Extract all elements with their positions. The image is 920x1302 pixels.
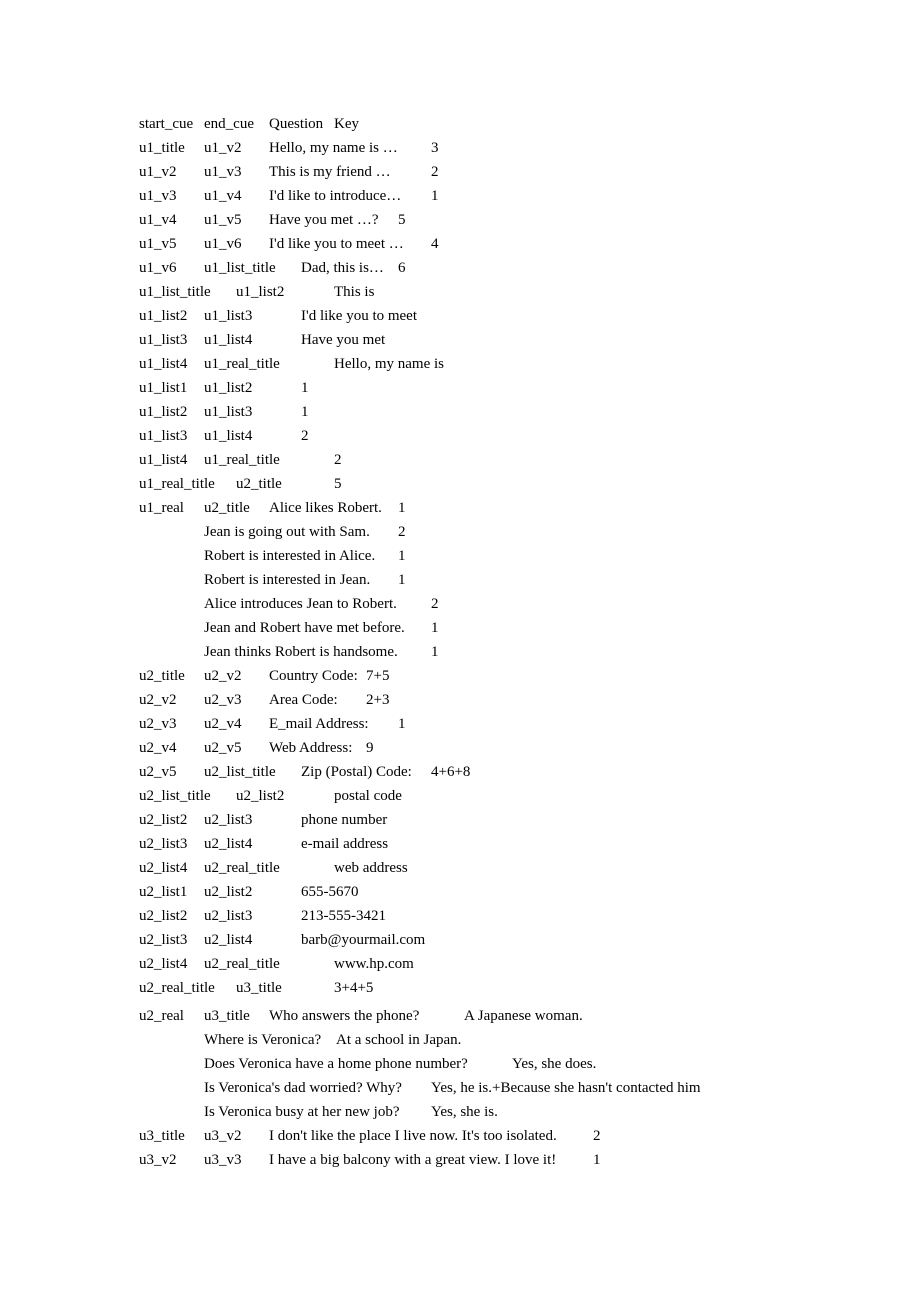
row-start-cue: u2_list4: [139, 860, 188, 876]
row-end-cue: u1_list4: [204, 428, 253, 444]
row-key: 2: [593, 1128, 601, 1144]
row-question: Dad, this is…: [301, 260, 384, 276]
row-end-cue: u2_list2: [204, 884, 253, 900]
row-key: 2: [431, 164, 439, 180]
row-question: I'd like you to meet: [301, 308, 418, 324]
row-question: Have you met: [301, 332, 386, 348]
row-statement: Robert is interested in Jean.: [204, 572, 371, 588]
row-start-cue: u2_list_title: [139, 788, 211, 804]
row-end-cue: u1_list3: [204, 404, 253, 420]
table-row: [0, 136, 439, 160]
row-key: 2: [334, 452, 342, 468]
row-end-cue: u2_real_title: [204, 860, 280, 876]
row-end-cue: u2_list4: [204, 836, 253, 852]
table-row: [0, 1148, 601, 1172]
row-start-cue: u2_list4: [139, 956, 188, 972]
row-question: Have you met …?: [269, 212, 379, 228]
table-row: [0, 736, 374, 760]
table-row: [0, 688, 390, 712]
row-question: e-mail address: [301, 836, 389, 852]
row-key: web address: [334, 860, 408, 876]
row-start-cue: u2_v2: [139, 692, 177, 708]
header-start-cue: start_cue: [139, 116, 194, 132]
row-question: I'd like to introduce…: [269, 188, 402, 204]
table-row: [0, 976, 374, 1000]
row-end-cue: u1_v3: [204, 164, 242, 180]
table-row: [0, 1124, 601, 1148]
row-question: Who answers the phone?: [269, 1008, 420, 1024]
row-end-cue: u1_list_title: [204, 260, 276, 276]
row-question: This is my friend …: [269, 164, 391, 180]
table-row: [0, 784, 402, 808]
row-answer: 2: [398, 524, 406, 540]
row-question: I don't like the place I live now. It's too isolated.: [269, 1128, 557, 1144]
table-row: [0, 352, 444, 376]
row-answer: Yes, he is.+Because she hasn't contacted him: [431, 1080, 701, 1096]
row-end-cue: u2_title: [236, 476, 282, 492]
table-row: [0, 616, 439, 640]
row-end-cue: u2_v2: [204, 668, 242, 684]
header-end-cue: end_cue: [204, 116, 254, 132]
table-row: [0, 952, 414, 976]
row-question: 1: [301, 380, 309, 396]
row-answer: At a school in Japan.: [336, 1032, 462, 1048]
row-end-cue: u1_list4: [204, 332, 253, 348]
table-row: [0, 232, 439, 256]
row-end-cue: u2_title: [204, 500, 250, 516]
row-start-cue: u1_list4: [139, 356, 188, 372]
row-start-cue: u1_list_title: [139, 284, 211, 300]
row-end-cue: u3_title: [204, 1008, 250, 1024]
row-question: 655-5670: [301, 884, 359, 900]
row-question-text: Where is Veronica?: [204, 1032, 322, 1048]
row-start-cue: u2_list3: [139, 836, 188, 852]
row-question: barb@yourmail.com: [301, 932, 426, 948]
row-end-cue: u1_v4: [204, 188, 242, 204]
table-row: [0, 640, 439, 664]
table-row: [0, 448, 342, 472]
row-statement: Jean is going out with Sam.: [204, 524, 370, 540]
row-start-cue: u1_list1: [139, 380, 188, 396]
row-start-cue: u1_v2: [139, 164, 177, 180]
header-key: Key: [334, 116, 359, 132]
row-start-cue: u1_real: [139, 500, 184, 516]
table-row: [0, 496, 406, 520]
table-row: [0, 880, 359, 904]
table-row: [0, 472, 342, 496]
row-start-cue: u1_list3: [139, 428, 188, 444]
row-statement: Alice introduces Jean to Robert.: [204, 596, 397, 612]
row-question-text: Is Veronica busy at her new job?: [204, 1104, 400, 1120]
row-end-cue: u2_list3: [204, 908, 253, 924]
row-start-cue: u3_v2: [139, 1152, 177, 1168]
row-start-cue: u1_v3: [139, 188, 177, 204]
row-statement: Robert is interested in Alice.: [204, 548, 376, 564]
row-start-cue: u1_list3: [139, 332, 188, 348]
row-answer: Yes, she does.: [512, 1056, 597, 1072]
table-row: [0, 424, 309, 448]
row-end-cue: u2_list2: [236, 788, 285, 804]
row-question-text: Is Veronica's dad worried? Why?: [204, 1080, 402, 1096]
row-key: 1: [398, 500, 406, 516]
row-statement: Jean thinks Robert is handsome.: [204, 644, 398, 660]
row-end-cue: u1_list3: [204, 308, 253, 324]
row-question: Zip (Postal) Code:: [301, 764, 412, 780]
row-answer: 1: [398, 548, 406, 564]
row-start-cue: u2_list2: [139, 908, 188, 924]
table-row: [0, 664, 390, 688]
header-question: Question: [269, 116, 324, 132]
row-end-cue: u1_list2: [204, 380, 253, 396]
row-start-cue: u1_v4: [139, 212, 177, 228]
row-start-cue: u1_title: [139, 140, 185, 156]
row-question: 2: [301, 428, 309, 444]
row-key: Hello, my name is: [334, 356, 444, 372]
row-question-text: Does Veronica have a home phone number?: [204, 1056, 468, 1072]
table-row: [0, 928, 426, 952]
row-question: 213-555-3421: [301, 908, 386, 924]
row-start-cue: u2_real: [139, 1008, 184, 1024]
row-end-cue: u1_real_title: [204, 452, 280, 468]
row-answer: 1: [431, 620, 439, 636]
row-start-cue: u1_v5: [139, 236, 177, 252]
row-question: Area Code:: [269, 692, 338, 708]
table-row: [0, 808, 388, 832]
table-row: [0, 1052, 597, 1076]
table-row: [0, 904, 386, 928]
row-end-cue: u2_list_title: [204, 764, 276, 780]
row-question: Alice likes Robert.: [269, 500, 382, 516]
table-row: [0, 184, 439, 208]
row-question: Web Address:: [269, 740, 353, 756]
table-row: [0, 208, 406, 232]
row-key: 3: [431, 140, 439, 156]
table-row: [0, 280, 375, 304]
table-row: [0, 1004, 583, 1028]
row-start-cue: u2_list2: [139, 812, 188, 828]
table-row: [0, 1076, 701, 1100]
row-end-cue: u2_real_title: [204, 956, 280, 972]
table-row: [0, 160, 439, 184]
table-row: [0, 376, 309, 400]
row-key: www.hp.com: [334, 956, 414, 972]
row-end-cue: u3_title: [236, 980, 282, 996]
row-end-cue: u1_list2: [236, 284, 285, 300]
row-start-cue: u1_real_title: [139, 476, 215, 492]
row-key: 9: [366, 740, 374, 756]
table-row: [0, 568, 406, 592]
row-start-cue: u1_list2: [139, 404, 188, 420]
row-end-cue: u2_v4: [204, 716, 242, 732]
row-end-cue: u2_list3: [204, 812, 253, 828]
row-key: 4: [431, 236, 439, 252]
row-key: 5: [398, 212, 406, 228]
table-row: [0, 304, 418, 328]
row-start-cue: u2_real_title: [139, 980, 215, 996]
row-key: 6: [398, 260, 406, 276]
row-start-cue: u2_v3: [139, 716, 177, 732]
row-key: 1: [398, 716, 406, 732]
row-start-cue: u2_v4: [139, 740, 177, 756]
row-key: postal code: [334, 788, 402, 804]
row-start-cue: u2_list3: [139, 932, 188, 948]
row-key: 5: [334, 476, 342, 492]
row-start-cue: u2_list1: [139, 884, 188, 900]
table-row: [0, 328, 386, 352]
row-key: 1: [431, 188, 439, 204]
row-end-cue: u2_v5: [204, 740, 242, 756]
row-start-cue: u2_v5: [139, 764, 177, 780]
table-row: [0, 832, 389, 856]
row-end-cue: u1_real_title: [204, 356, 280, 372]
row-end-cue: u1_v5: [204, 212, 242, 228]
row-question: I'd like you to meet …: [269, 236, 404, 252]
table-row: [0, 400, 309, 424]
row-answer: 2: [431, 596, 439, 612]
table-row: [0, 256, 406, 280]
row-start-cue: u1_list2: [139, 308, 188, 324]
row-statement: Jean and Robert have met before.: [204, 620, 405, 636]
row-answer: 1: [431, 644, 439, 660]
row-answer: 1: [398, 572, 406, 588]
row-end-cue: u3_v2: [204, 1128, 242, 1144]
row-start-cue: u3_title: [139, 1128, 185, 1144]
row-question: E_mail Address:: [269, 716, 369, 732]
row-answer: Yes, she is.: [431, 1104, 498, 1120]
row-start-cue: u1_v6: [139, 260, 177, 276]
row-end-cue: u2_v3: [204, 692, 242, 708]
row-start-cue: u1_list4: [139, 452, 188, 468]
row-question: phone number: [301, 812, 388, 828]
table-row: [0, 760, 471, 784]
table-row: [0, 712, 406, 736]
row-end-cue: u1_v6: [204, 236, 242, 252]
row-question: I have a big balcony with a great view. I love it!: [269, 1152, 557, 1168]
row-end-cue: u3_v3: [204, 1152, 242, 1168]
row-key: 4+6+8: [431, 764, 471, 780]
table-row: [0, 1028, 462, 1052]
row-question: Country Code:: [269, 668, 358, 684]
row-key: 2+3: [366, 692, 390, 708]
table-row: [0, 856, 408, 880]
table-row: [0, 520, 406, 544]
table-row: [0, 544, 406, 568]
row-question: 1: [301, 404, 309, 420]
row-start-cue: u2_title: [139, 668, 185, 684]
row-end-cue: u1_v2: [204, 140, 242, 156]
row-key: 3+4+5: [334, 980, 374, 996]
header-row: [0, 112, 359, 136]
row-key: 1: [593, 1152, 601, 1168]
row-key: 7+5: [366, 668, 390, 684]
row-key: This is: [334, 284, 375, 300]
table-row: [0, 1100, 498, 1124]
row-key: A Japanese woman.: [464, 1008, 583, 1024]
row-question: Hello, my name is …: [269, 140, 398, 156]
row-end-cue: u2_list4: [204, 932, 253, 948]
table-row: [0, 592, 439, 616]
